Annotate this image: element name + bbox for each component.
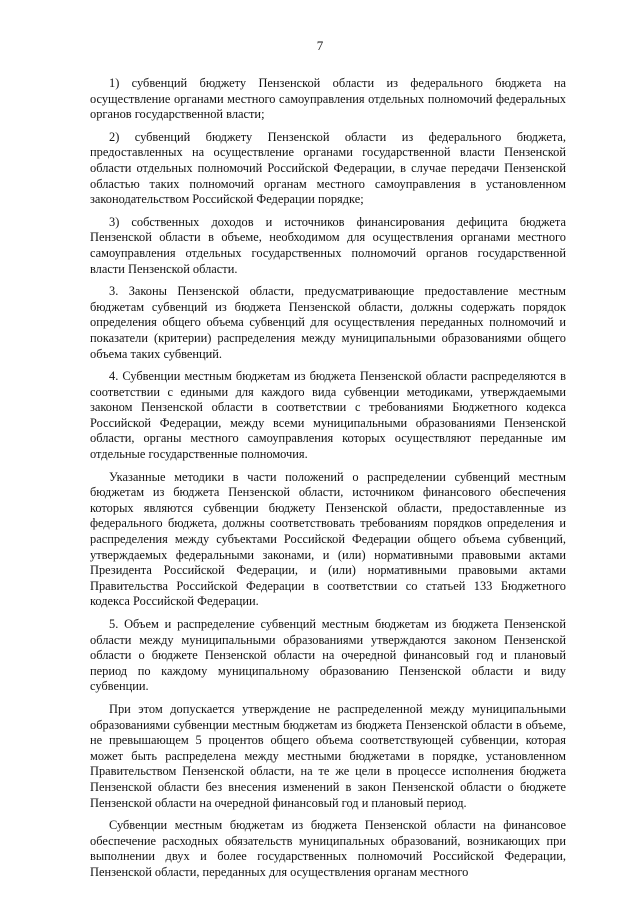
page-number: 7	[316, 38, 324, 53]
paragraph-section-5: 5. Объем и распределение субвенций местным бюджетам из бюджета Пензенской области между муниципальными образованиями утверждаются законом Пензенской области о бюджете Пензенской области на очередной финансовый год и плановый период по каждому муниципальному образованию Пензенской области и виду субвенции.	[90, 617, 566, 694]
paragraph-item-1: 1) субвенций бюджету Пензенской области из федерального бюджета на осуществление органами местного самоуправления отдельных полномочий федеральных органов государственной власти;	[90, 76, 566, 122]
paragraph-undistributed: При этом допускается утверждение не распределенной между муниципальными образованиями субвенции местным бюджетам из бюджета Пензенской области в объеме, не превышающем 5 процентов общего объема соответствующей субвенции, которая может быть распределена между местными бюджетами в порядке, установленном Правительством Пензенской области, на те же цели в процессе исполнения бюджета Пензенской области без внесения изменений в закон Пензенской области о бюджете Пензенской области на очередной финансовый год и плановый период.	[90, 701, 566, 810]
paragraph-item-3: 3) собственных доходов и источников финансирования дефицита бюджета Пензенской области в объеме, необходимом для осуществления органами местного самоуправления отдельных государственных полномочий органов государственной власти Пензенской области.	[90, 214, 566, 276]
paragraph-methods: Указанные методики в части положений о распределении субвенций местным бюджетам из бюджета Пензенской области, источником финансового обеспечения которых являются субвенции бюджету Пензенской области, предоставленные из федерального бюджета, должны соответствовать требованиям порядков определения и распределения между субъектами Российской Федерации общего объема субвенций, утверждаемых федеральными законами, и (или) нормативными правовыми актами Президента Российской Федерации, и (или) нормативными правовыми актами Правительства Российской Федерации в соответствии со статьей 133 Бюджетного кодекса Российской Федерации.	[90, 469, 566, 609]
document-body	[90, 76, 566, 888]
paragraph-section-3: 3. Законы Пензенской области, предусматривающие предоставление местным бюджетам субвенций из бюджета Пензенской области, должны содержать порядок определения общего объема субвенций для осуществления переданных полномочий и показатели (критерии) распределения между муниципальными образованиями общего объема таких субвенций.	[90, 284, 566, 361]
paragraph-multiple-powers: Субвенции местным бюджетам из бюджета Пензенской области на финансовое обеспечение расходных обязательств муниципальных образований, возникающих при выполнении двух и более государственных полномочий Российской Федерации, Пензенской области, переданных для осуществления органам местного	[90, 818, 566, 879]
paragraph-section-4: 4. Субвенции местным бюджетам из бюджета Пензенской области распределяются в соответствии с едиными для каждого вида субвенции методиками, утверждаемыми законом Пензенской области в соответствии с требованиями Бюджетного кодекса Российской Федерации, между всеми муниципальными образованиями Пензенской области, органы местного самоуправления которых осуществляют переданные им отдельные государственные полномочия.	[90, 369, 566, 462]
paragraph-item-2: 2) субвенций бюджету Пензенской области из федерального бюджета, предоставленных на осуществление органами государственной власти Пензенской области отдельных полномочий Российской Федерации, в случае передачи Пензенской областью таких полномочий органам местного самоуправления в установленном законодательством Российской Федерации порядке;	[90, 129, 566, 207]
